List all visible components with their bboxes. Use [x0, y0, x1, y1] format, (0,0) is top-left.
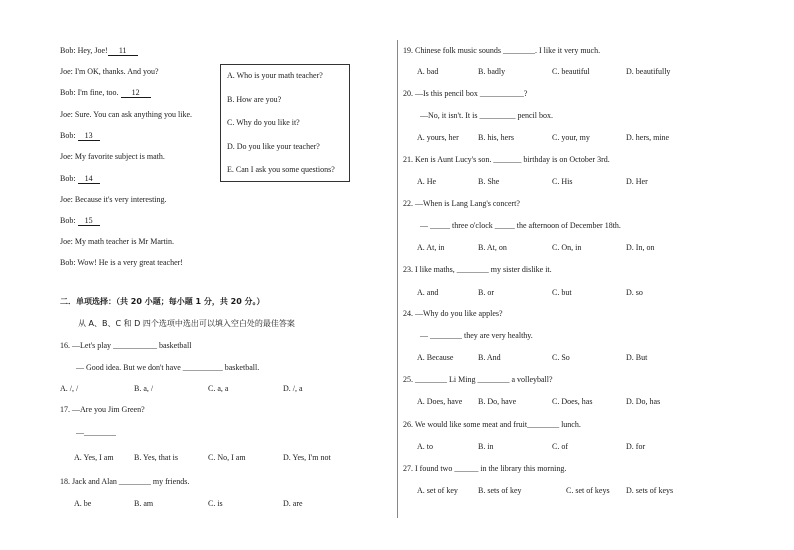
dialogue-line: Joe: My favorite subject is math. — [60, 152, 165, 161]
question-stem: 16. —Let's play ___________ basketball — [60, 341, 192, 350]
option-b[interactable]: B. am — [134, 499, 154, 508]
option-c[interactable]: C. So — [552, 353, 570, 362]
option-a[interactable]: A. Because — [417, 353, 454, 362]
dialogue-line: Bob: 14 — [60, 174, 100, 184]
question-stem: 19. Chinese folk music sounds ________. I like it very much. — [403, 46, 601, 55]
option-a[interactable]: A. and — [417, 288, 439, 297]
answer-blank: 15 — [78, 216, 100, 226]
option-b[interactable]: B. a, / — [134, 384, 154, 393]
option-b[interactable]: B. badly — [478, 67, 506, 76]
question-stem: —No, it isn't. It is _________ pencil box. — [420, 111, 553, 120]
section-instruction: 从 A、B、C 和 D 四个选项中选出可以填入空白处的最佳答案 — [78, 319, 295, 328]
dialogue-line: Bob: I'm fine, too. 12 — [60, 88, 151, 98]
answer-blank: 11 — [108, 46, 138, 56]
question-stem: 21. Ken is Aunt Lucy's son. _______ birthday is on October 3rd. — [403, 155, 610, 164]
option-b[interactable]: B. And — [478, 353, 501, 362]
box-option: D. Do you like your teacher? — [227, 142, 320, 151]
option-d[interactable]: D. Do, has — [626, 397, 661, 406]
option-c[interactable]: C. His — [552, 177, 573, 186]
option-d[interactable]: D. /, a — [283, 384, 303, 393]
answer-blank: 13 — [78, 131, 100, 141]
option-c[interactable]: C. No, I am — [208, 453, 246, 462]
option-a[interactable]: A. bad — [417, 67, 439, 76]
option-a[interactable]: A. to — [417, 442, 433, 451]
option-a[interactable]: A. /, / — [60, 384, 79, 393]
option-b[interactable]: B. She — [478, 177, 500, 186]
question-stem: 25. ________ Li Ming ________ a volleyball? — [403, 375, 553, 384]
option-d[interactable]: D. Yes, I'm not — [283, 453, 331, 462]
dialogue-line: Joe: Sure. You can ask anything you like. — [60, 110, 192, 119]
question-stem: 24. —Why do you like apples? — [403, 309, 503, 318]
answer-blank: 12 — [121, 88, 151, 98]
option-d[interactable]: D. In, on — [626, 243, 655, 252]
option-d[interactable]: D. But — [626, 353, 648, 362]
option-c[interactable]: C. a, a — [208, 384, 229, 393]
question-stem: 23. I like maths, ________ my sister dislike it. — [403, 265, 552, 274]
option-a[interactable]: A. be — [74, 499, 92, 508]
option-c[interactable]: C. Does, has — [552, 397, 593, 406]
box-option: E. Can I ask you some questions? — [227, 165, 335, 174]
question-stem: — _____ three o'clock _____ the afternoon of December 18th. — [420, 221, 621, 230]
option-d[interactable]: D. sets of keys — [626, 486, 674, 495]
dialogue-line: Bob: 15 — [60, 216, 100, 226]
section-title: 二．单项选择：（共 20 小题；每小题 1 分，共 20 分。） — [60, 297, 265, 306]
dialogue-line: Bob: Hey, Joe! 11 — [60, 46, 138, 56]
option-b[interactable]: B. sets of key — [478, 486, 522, 495]
question-stem: — Good idea. But we don't have __________ basketball. — [76, 363, 260, 372]
option-c[interactable]: C. On, in — [552, 243, 582, 252]
option-c[interactable]: C. of — [552, 442, 568, 451]
question-stem: 18. Jack and Alan ________ my friends. — [60, 477, 190, 486]
option-d[interactable]: D. are — [283, 499, 303, 508]
dialogue-line: Joe: Because it's very interesting. — [60, 195, 167, 204]
dialogue-line: Joe: I'm OK, thanks. And you? — [60, 67, 159, 76]
box-option: B. How are you? — [227, 95, 282, 104]
dialogue-line: Joe: My math teacher is Mr Martin. — [60, 237, 174, 246]
option-a[interactable]: A. At, in — [417, 243, 445, 252]
option-b[interactable]: B. his, hers — [478, 133, 514, 142]
option-b[interactable]: B. in — [478, 442, 494, 451]
option-a[interactable]: A. Does, have — [417, 397, 463, 406]
option-a[interactable]: A. yours, her — [417, 133, 459, 142]
option-b[interactable]: B. Yes, that is — [134, 453, 179, 462]
question-stem: 27. I found two ______ in the library this morning. — [403, 464, 567, 473]
question-stem: 20. —Is this pencil box ___________? — [403, 89, 528, 98]
question-stem: —________ — [76, 428, 116, 437]
option-d[interactable]: D. for — [626, 442, 646, 451]
option-d[interactable]: D. Her — [626, 177, 648, 186]
box-option: C. Why do you like it? — [227, 118, 300, 127]
option-a[interactable]: A. set of key — [417, 486, 458, 495]
answer-blank: 14 — [78, 174, 100, 184]
option-a[interactable]: A. He — [417, 177, 437, 186]
option-a[interactable]: A. Yes, I am — [74, 453, 114, 462]
option-b[interactable]: B. Do, have — [478, 397, 517, 406]
option-b[interactable]: B. or — [478, 288, 494, 297]
dialogue-line: Bob: Wow! He is a very great teacher! — [60, 258, 183, 267]
option-d[interactable]: D. so — [626, 288, 643, 297]
column-divider — [397, 40, 398, 518]
option-d[interactable]: D. hers, mine — [626, 133, 670, 142]
question-stem: 26. We would like some meat and fruit________ lunch. — [403, 420, 581, 429]
option-c[interactable]: C. beautiful — [552, 67, 590, 76]
question-stem: 17. —Are you Jim Green? — [60, 405, 145, 414]
option-c[interactable]: C. is — [208, 499, 223, 508]
option-b[interactable]: B. At, on — [478, 243, 507, 252]
option-d[interactable]: D. beautifully — [626, 67, 671, 76]
dialogue-options-box — [220, 64, 350, 182]
option-c[interactable]: C. set of keys — [566, 486, 610, 495]
question-stem: 22. —When is Lang Lang's concert? — [403, 199, 520, 208]
dialogue-line: Bob: 13 — [60, 131, 100, 141]
option-c[interactable]: C. your, my — [552, 133, 590, 142]
question-stem: — ________ they are very healthy. — [420, 331, 533, 340]
box-option: A. Who is your math teacher? — [227, 71, 323, 80]
option-c[interactable]: C. but — [552, 288, 572, 297]
